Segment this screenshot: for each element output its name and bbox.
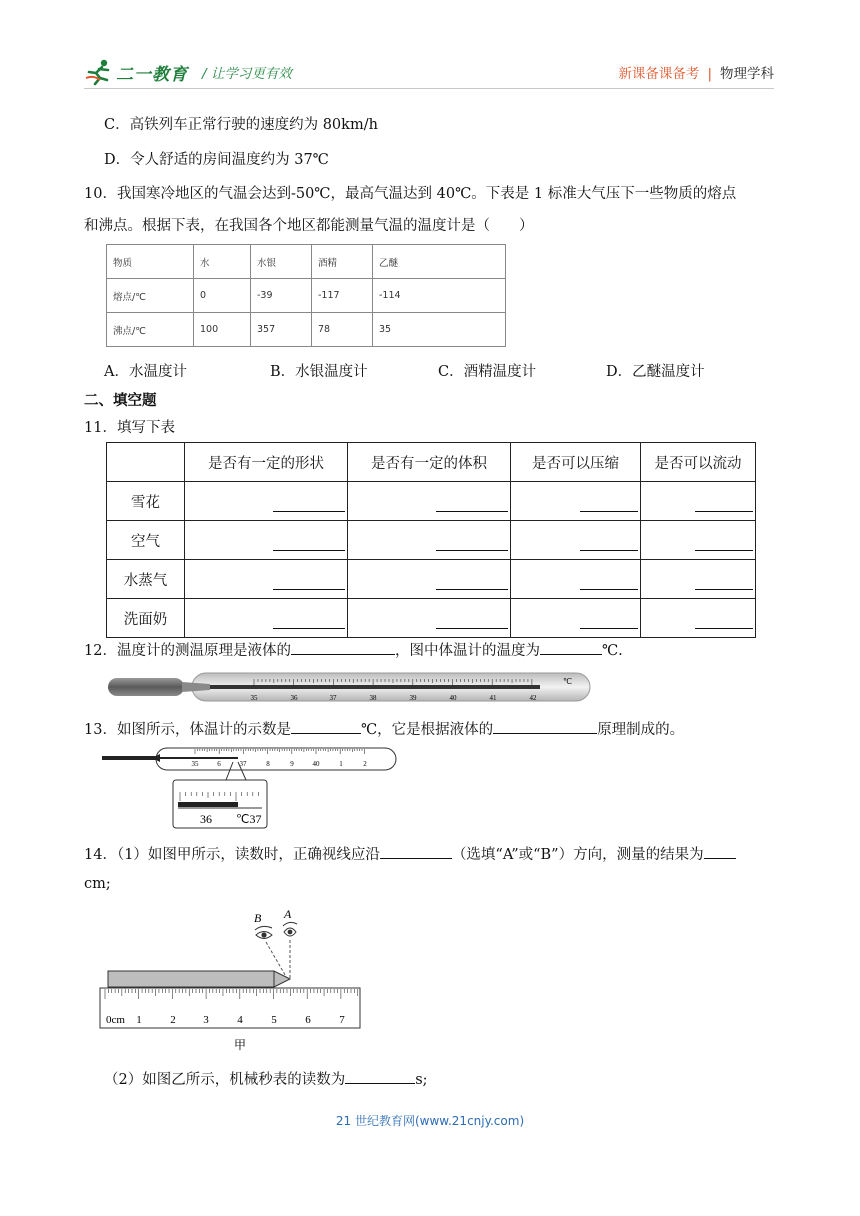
table-cell: 乙醚 <box>373 245 506 279</box>
table-cell: 35 <box>373 313 506 347</box>
table-row <box>107 279 506 313</box>
table-row <box>107 560 756 599</box>
q12-text-2: ，图中体温计的温度为 <box>394 643 540 659</box>
answer-cell[interactable] <box>511 521 641 560</box>
q12-blank-1[interactable] <box>291 640 395 655</box>
scale-label: 6 <box>217 760 221 768</box>
answer-cell[interactable] <box>348 482 511 521</box>
q10-option-d: D．乙醚温度计 <box>606 364 705 380</box>
q9-option-c: C．高铁列车正常行驶的速度约为 80km/h <box>104 117 378 133</box>
pencil-object <box>108 971 290 987</box>
q13-text-3: 原理制成的。 <box>597 722 685 738</box>
q12-text-1: 12．温度计的测温原理是液体的 <box>84 643 291 659</box>
scale-label: 41 <box>489 694 497 702</box>
q14-ruler-figure <box>98 902 368 1054</box>
answer-cell[interactable] <box>511 482 641 521</box>
q11-stem: 11．填写下表 <box>84 420 175 436</box>
table-cell: 100 <box>194 313 251 347</box>
ruler-label: 0cm <box>106 1014 125 1026</box>
q12-stem <box>84 639 623 660</box>
table-cell: 沸点/℃ <box>107 313 194 347</box>
table-cell: 水银 <box>251 245 312 279</box>
q10-option-c: C．酒精温度计 <box>438 364 537 380</box>
logo <box>84 58 188 86</box>
scale-label: 37 <box>329 694 337 702</box>
table-header-cell: 是否可以流动 <box>641 443 756 482</box>
answer-cell[interactable] <box>511 560 641 599</box>
q13-thermometer <box>100 746 400 830</box>
answer-cell[interactable] <box>348 599 511 638</box>
answer-blank[interactable] <box>580 550 638 551</box>
answer-blank[interactable] <box>695 589 753 590</box>
scale-label: 38 <box>369 694 377 702</box>
answer-blank[interactable] <box>695 628 753 629</box>
q14-text-1: 14．（1）如图甲所示，读数时，正确视线应沿 <box>84 847 380 863</box>
answer-blank[interactable] <box>273 628 345 629</box>
eye-label-a: A <box>284 907 292 921</box>
eye-b-icon <box>255 926 272 938</box>
answer-cell[interactable] <box>641 599 756 638</box>
q14-blank-1[interactable] <box>380 844 452 859</box>
answer-blank[interactable] <box>273 589 345 590</box>
header-separator: | <box>707 66 712 82</box>
table-cell: -114 <box>373 279 506 313</box>
answer-cell[interactable] <box>641 482 756 521</box>
q13-stem <box>84 718 684 739</box>
mercury-column <box>210 685 540 689</box>
q10-option-b: B．水银温度计 <box>270 364 368 380</box>
scale-label: 8 <box>266 760 270 768</box>
scale-label: 39 <box>409 694 417 702</box>
ruler-label: 6 <box>305 1014 311 1026</box>
ruler-label: 1 <box>136 1014 142 1026</box>
table-cell: -39 <box>251 279 312 313</box>
answer-blank[interactable] <box>436 550 508 551</box>
table-cell: 熔点/℃ <box>107 279 194 313</box>
q14-blank-3[interactable] <box>345 1069 415 1084</box>
q13-text-1: 13．如图所示，体温计的示数是 <box>84 722 291 738</box>
table-header-row <box>107 443 756 482</box>
eye-a-icon <box>283 922 297 936</box>
q12-blank-2[interactable] <box>540 640 602 655</box>
thermometer-bulb <box>108 678 184 696</box>
q14-blank-2[interactable] <box>704 844 736 859</box>
header-course-label: 新课备课备考 <box>618 66 700 82</box>
scale-label: 42 <box>529 694 537 702</box>
slogan: / 让学习更有效 <box>202 66 292 82</box>
scale-label: 35 <box>250 694 258 702</box>
table-row <box>107 313 506 347</box>
table-row <box>107 482 756 521</box>
ruler-label: 7 <box>339 1014 345 1026</box>
answer-cell[interactable] <box>348 560 511 599</box>
table-row <box>107 599 756 638</box>
eye-label-b: B <box>254 911 262 925</box>
row-label: 雪花 <box>107 482 185 521</box>
q14-unit: cm; <box>84 876 111 892</box>
page-footer: 21 世纪教育网(www.21cnjy.com) <box>335 1114 525 1128</box>
q12-thermometer <box>106 670 596 704</box>
table-cell: 水 <box>194 245 251 279</box>
row-label: 空气 <box>107 521 185 560</box>
answer-blank[interactable] <box>436 589 508 590</box>
zoom-mercury <box>178 802 238 807</box>
q13-blank-2[interactable] <box>493 719 597 734</box>
ruler-label: 3 <box>203 1014 209 1026</box>
table-cell: 物质 <box>107 245 194 279</box>
row-label: 水蒸气 <box>107 560 185 599</box>
thermometer-bulb <box>102 754 160 762</box>
figure-caption: 甲 <box>233 1038 247 1052</box>
section-title: 二、填空题 <box>84 393 157 409</box>
answer-blank[interactable] <box>273 511 345 512</box>
header-subject: 物理学科 <box>720 66 774 82</box>
ruler-label: 5 <box>271 1014 277 1026</box>
q14-stem-line1 <box>84 843 736 864</box>
q13-text-2: ℃，它是根据液体的 <box>360 722 494 738</box>
q13-blank-1[interactable] <box>291 719 361 734</box>
q14-stem-part2 <box>104 1068 428 1089</box>
answer-blank[interactable] <box>695 511 753 512</box>
answer-blank[interactable] <box>580 511 638 512</box>
scale-label: 2 <box>363 760 367 768</box>
ruler-label: 4 <box>237 1014 243 1026</box>
ruler-label: 2 <box>170 1014 176 1026</box>
table-row <box>107 245 506 279</box>
header-right <box>618 62 774 82</box>
page-header <box>84 58 774 90</box>
scale-label: 37 <box>239 760 247 768</box>
q12-text-3: ℃. <box>601 643 623 659</box>
answer-blank[interactable] <box>580 589 638 590</box>
mercury-column <box>160 757 238 759</box>
answer-cell[interactable] <box>641 521 756 560</box>
q10-stem-line2: 和沸点。根据下表，在我国各个地区都能测量气温的温度计是（ ） <box>84 218 534 234</box>
table-header-cell: 是否有一定的形状 <box>185 443 348 482</box>
answer-cell[interactable] <box>185 599 348 638</box>
scale-label: 36 <box>290 694 298 702</box>
table-header-cell <box>107 443 185 482</box>
answer-blank[interactable] <box>436 511 508 512</box>
answer-blank[interactable] <box>695 550 753 551</box>
answer-cell[interactable] <box>185 560 348 599</box>
answer-cell[interactable] <box>185 521 348 560</box>
answer-cell[interactable] <box>185 482 348 521</box>
scale-label: 9 <box>290 760 294 768</box>
table-header-cell: 是否有一定的体积 <box>348 443 511 482</box>
table-cell: 78 <box>312 313 373 347</box>
scale-label: 35 <box>191 760 199 768</box>
answer-blank[interactable] <box>580 628 638 629</box>
answer-blank[interactable] <box>436 628 508 629</box>
header-divider <box>84 88 774 89</box>
q14-text-4: s; <box>415 1072 428 1088</box>
table-header-cell: 是否可以压缩 <box>511 443 641 482</box>
runner-logo-icon <box>84 58 114 86</box>
q10-option-a: A．水温度计 <box>104 364 187 380</box>
answer-blank[interactable] <box>273 550 345 551</box>
answer-cell[interactable] <box>348 521 511 560</box>
q10-substance-table <box>106 244 506 347</box>
table-row <box>107 521 756 560</box>
q14-text-2: （选填“A”或“B”）方向，测量的结果为 <box>451 847 704 863</box>
answer-cell[interactable] <box>511 599 641 638</box>
table-cell: -117 <box>312 279 373 313</box>
logo-text: 二一教育 <box>116 64 188 85</box>
q11-fill-table <box>106 442 756 638</box>
unit-label: ℃ <box>563 677 572 686</box>
scale-label: 1 <box>339 760 343 768</box>
q14-text-3: （2）如图乙所示，机械秒表的读数为 <box>104 1072 346 1088</box>
table-cell: 0 <box>194 279 251 313</box>
table-cell: 酒精 <box>312 245 373 279</box>
row-label: 洗面奶 <box>107 599 185 638</box>
zoom-label-36: 36 <box>200 812 212 826</box>
zoom-label-37: ℃37 <box>236 812 262 826</box>
answer-cell[interactable] <box>641 560 756 599</box>
q9-option-d: D．令人舒适的房间温度约为 37℃ <box>104 152 329 168</box>
q10-stem-line1: 10．我国寒冷地区的气温会达到-50℃，最高气温达到 40℃。下表是 1 标准大气压下一些物质的熔点 <box>84 186 737 202</box>
table-cell: 357 <box>251 313 312 347</box>
scale-label: 40 <box>449 694 457 702</box>
scale-label: 40 <box>312 760 320 768</box>
